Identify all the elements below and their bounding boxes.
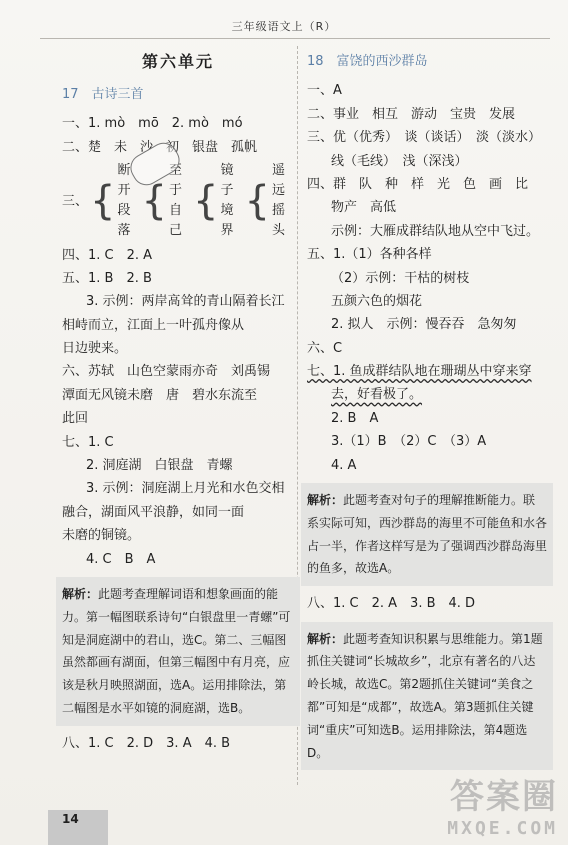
- answer-q3: [62, 161, 294, 242]
- answer-q7-4: 4. C B A: [86, 551, 156, 567]
- right-column: [307, 48, 547, 776]
- answer-q1: 一、A: [307, 83, 342, 99]
- answer-q7-1: 七、1. 鱼成群结队地在珊瑚丛中穿来穿: [307, 364, 532, 380]
- answer-q3-label: 三、: [62, 193, 89, 209]
- answer-q3-cont: 线（毛线） 浅（深浅）: [331, 153, 468, 169]
- analysis-box-17: [56, 577, 300, 726]
- answer-q5-3-cont: 相峙而立，江面上一叶孤舟像从: [62, 317, 245, 333]
- analysis-tag: 解析：: [62, 587, 99, 601]
- answer-q8: 八、1. C 2. D 3. A 4. B: [62, 735, 231, 751]
- watermark-logo: [408, 759, 558, 839]
- brace-icon: {: [244, 178, 270, 225]
- header-rule: [40, 38, 550, 39]
- answer-q6: 六、苏轼 山色空蒙雨亦奇 刘禹锡: [62, 364, 271, 380]
- page-number: 14: [62, 812, 79, 826]
- answer-q7-3-cont: 未磨的铜镜。: [62, 528, 141, 544]
- answer-q6: 六、C: [307, 340, 343, 356]
- analysis-text: 此题考查对句子的理解推断能力。联系实际可知，西沙群岛的海里不可能鱼和水各占一半，作者这样写是为了强调西沙群岛海里的鱼多，故选A。: [307, 493, 548, 576]
- analysis-box-18-b: [301, 622, 553, 771]
- answer-q7-2: 2. B A: [331, 410, 379, 426]
- q3-item: 段落: [117, 203, 131, 239]
- analysis-box-18-a: [301, 483, 553, 586]
- q3-item: 自己: [168, 203, 182, 239]
- answer-q5-2: 2. 拟人 示例：慢吞吞 急匆匆: [331, 317, 517, 333]
- q3-item: 遥远: [271, 162, 285, 199]
- answer-q8: 八、1. C 2. A 3. B 4. D: [307, 596, 476, 612]
- answer-q5-3: 3. 示例：两岸高耸的青山隔着长江: [86, 294, 285, 310]
- answer-q4-cont: 物产 高低: [331, 200, 397, 216]
- q3-item: 摇头: [271, 203, 285, 239]
- unit-title: 第六单元: [141, 52, 214, 71]
- analysis-text: 此题考查理解词语和想象画面的能力。第一幅图联系诗句“白银盘里一青螺”可知是洞庭湖中的君山，选C。第二、三幅图虽然都画有湖面，但第三幅图中有月亮，应该是秋月映照湖面，选A。运用排除法，第二幅图是水平如镜的洞庭湖，选B。: [62, 587, 291, 715]
- watermark-url: MXQE.COM: [447, 818, 558, 839]
- brace-icon: {: [193, 178, 219, 225]
- q3-group-4: [272, 161, 294, 242]
- answer-q4-example: 示例：大雁成群结队地从空中飞过。: [331, 223, 540, 239]
- watermark-text: 答案圈: [450, 777, 558, 817]
- q3-group-2: [169, 161, 191, 242]
- answer-q4: 四、群 队 种 样 光 色 画 比: [307, 176, 529, 192]
- brace-icon: {: [90, 178, 116, 225]
- q3-group-3: [220, 161, 242, 242]
- analysis-tag: 解析：: [307, 493, 344, 508]
- q3-item: 至于: [168, 162, 182, 199]
- answer-q7-4: 4. A: [331, 457, 357, 473]
- answer-q4: 四、1. C 2. A: [62, 247, 153, 263]
- q3-item: 断开: [117, 162, 131, 199]
- answer-q5: 五、1. B 2. B: [62, 270, 152, 286]
- analysis-tag: 解析：: [307, 631, 344, 646]
- answer-q6-cont: 潭面无风镜未磨 唐 碧水东流至: [62, 387, 258, 403]
- q3-item: 镜子: [220, 162, 234, 199]
- answer-q3: 三、优（优秀） 谈（谈话） 淡（淡水）: [307, 130, 542, 146]
- lesson-title-17: 17 古诗三首: [62, 86, 144, 102]
- q3-item: 境界: [220, 203, 234, 239]
- answer-q7-3-cont: 融合，湖面风平浪静，如同一面: [62, 504, 245, 520]
- answer-q7-3: 3. 示例：洞庭湖上月光和水色交相: [86, 481, 285, 497]
- brace-icon: {: [141, 178, 167, 225]
- answer-q5-3-cont: 日边驶来。: [62, 341, 128, 357]
- analysis-text: 此题考查知识积累与思维能力。第1题抓住关键词“长城故乡”，北京有著名的八达岭长城，故选C。第2题抓住关键词“美食之都”可知是“成都”，故选A。第3题抓住关键词“重庆”可知选B。运用排除法，第4题选D。: [307, 631, 543, 760]
- answer-q2: 二、事业 相互 游动 宝贵 发展: [307, 106, 516, 122]
- answer-q2: 二、楚 未 沙 初 银盘 孤帆: [62, 139, 258, 155]
- answer-q7-1: 七、1. C: [62, 434, 114, 450]
- answer-q5-1: 五、1.（1）各种各样: [307, 247, 432, 263]
- answer-q7-3: 3.（1）B （2）C （3）A: [331, 434, 487, 450]
- running-header: 三年级语文上（R）: [231, 20, 337, 33]
- answer-q1: 一、1. mò mō 2. mò mó: [62, 116, 243, 132]
- answer-q6-cont: 此回: [62, 411, 89, 427]
- answer-q7-2: 2. 洞庭湖 白银盘 青螺: [86, 458, 233, 474]
- answer-q5-1-2: （2）示例：干枯的树枝: [331, 270, 470, 286]
- lesson-title-18: 18 富饶的西沙群岛: [307, 54, 428, 69]
- answer-q5-1-2-cont: 五颜六色的烟花: [331, 293, 423, 309]
- answer-q7-1-cont: 去，好看极了。: [331, 387, 423, 403]
